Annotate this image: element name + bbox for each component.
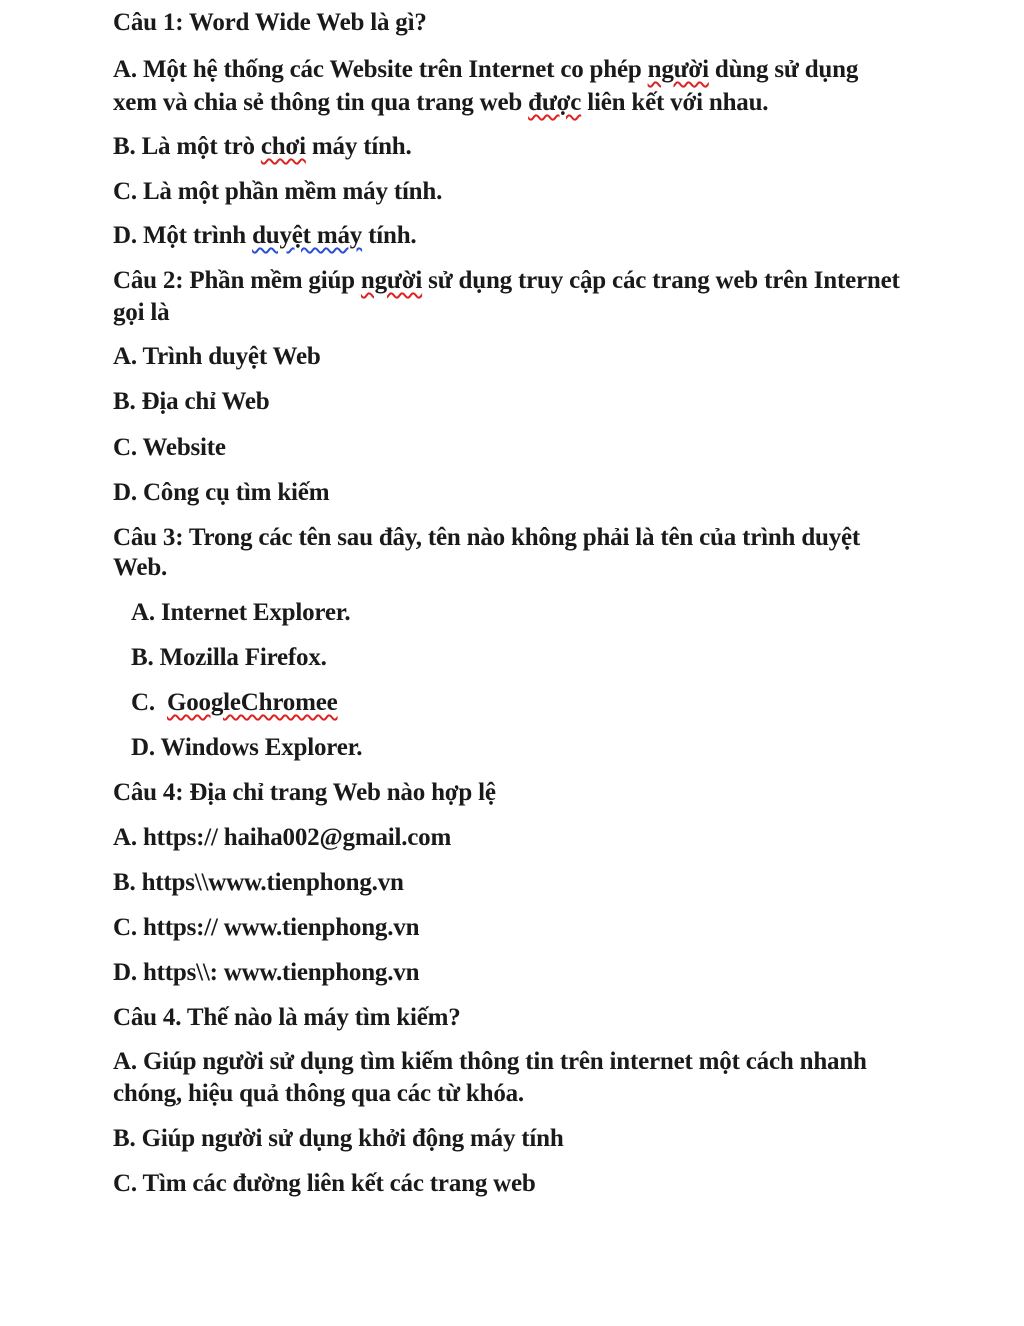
q1-a-l1-post: dùng sử dụng — [708, 56, 859, 83]
q4-question: Câu 4: Địa chỉ trang Web nào hợp lệ — [113, 779, 496, 806]
q2-answer-c: C. Website — [113, 434, 226, 461]
q5-answer-c: C. Tìm các đường liên kết các trang web — [113, 1170, 536, 1197]
q1-answer-a-line1 — [113, 53, 858, 86]
q1-answer-c: C. Là một phần mềm máy tính. — [113, 178, 443, 205]
q5-answer-a-line1: A. Giúp người sử dụng tìm kiếm thông tin trên internet một cách nhanh — [113, 1048, 867, 1075]
q1-a-l1-pre: A. Một hệ thống các Website trên Internet co phép — [113, 56, 648, 83]
q4-answer-d: D. https\\: www.tienphong.vn — [113, 959, 420, 986]
spelling-error-mark: GoogleChromee — [167, 689, 338, 716]
q4-answer-b: B. https\\www.tienphong.vn — [113, 869, 404, 896]
q4-answer-c: C. https:// www.tienphong.vn — [113, 914, 420, 941]
spelling-error-mark: người — [647, 56, 709, 83]
q1-answer-d — [113, 219, 416, 252]
q2-q-pre: Câu 2: Phần mềm giúp — [113, 267, 361, 294]
q1-answer-a-line2 — [113, 86, 768, 119]
q5-answer-a-line2: chóng, hiệu quả thông qua các từ khóa. — [113, 1080, 524, 1107]
q1-b-pre: B. Là một trò — [113, 133, 261, 160]
q2-question-line1 — [113, 264, 900, 297]
q5-answer-b: B. Giúp người sử dụng khởi động máy tính — [113, 1125, 564, 1152]
q1-answer-b — [113, 130, 412, 163]
q1-d-pre: D. Một trình — [113, 222, 253, 249]
q3-answer-c — [131, 686, 338, 719]
spelling-error-mark: chơi — [260, 133, 306, 160]
q3-answer-b: B. Mozilla Firefox. — [131, 644, 327, 671]
q3-answer-a: A. Internet Explorer. — [131, 599, 351, 626]
q1-d-post: tính. — [362, 222, 417, 249]
q2-question-line2: gọi là — [113, 299, 170, 326]
spelling-error-mark: được — [528, 89, 582, 116]
q1-a-l2-pre: xem và chia sẻ thông tin qua trang web — [113, 89, 529, 116]
q3-answer-d: D. Windows Explorer. — [131, 734, 363, 761]
q3-question-line1: Câu 3: Trong các tên sau đây, tên nào không phải là tên của trình duyệt — [113, 524, 861, 551]
q5-question: Câu 4. Thế nào là máy tìm kiếm? — [113, 1004, 461, 1031]
q1-question: Câu 1: Word Wide Web là gì? — [113, 9, 427, 36]
q2-q-post: sử dụng truy cập các trang web trên Internet — [422, 267, 900, 294]
q3-question-line2: Web. — [113, 554, 168, 581]
q2-answer-a: A. Trình duyệt Web — [113, 343, 321, 370]
q3-c-prefix: C. — [131, 689, 168, 716]
q1-b-post: máy tính. — [305, 133, 412, 160]
q1-a-l2-post: liên kết với nhau. — [581, 89, 769, 116]
q2-answer-d: D. Công cụ tìm kiếm — [113, 479, 330, 506]
q2-answer-b: B. Địa chỉ Web — [113, 388, 270, 415]
spelling-error-mark: người — [360, 267, 423, 294]
grammar-error-mark: duyệt máy — [252, 222, 363, 249]
q4-answer-a: A. https:// haiha002@gmail.com — [113, 824, 452, 851]
